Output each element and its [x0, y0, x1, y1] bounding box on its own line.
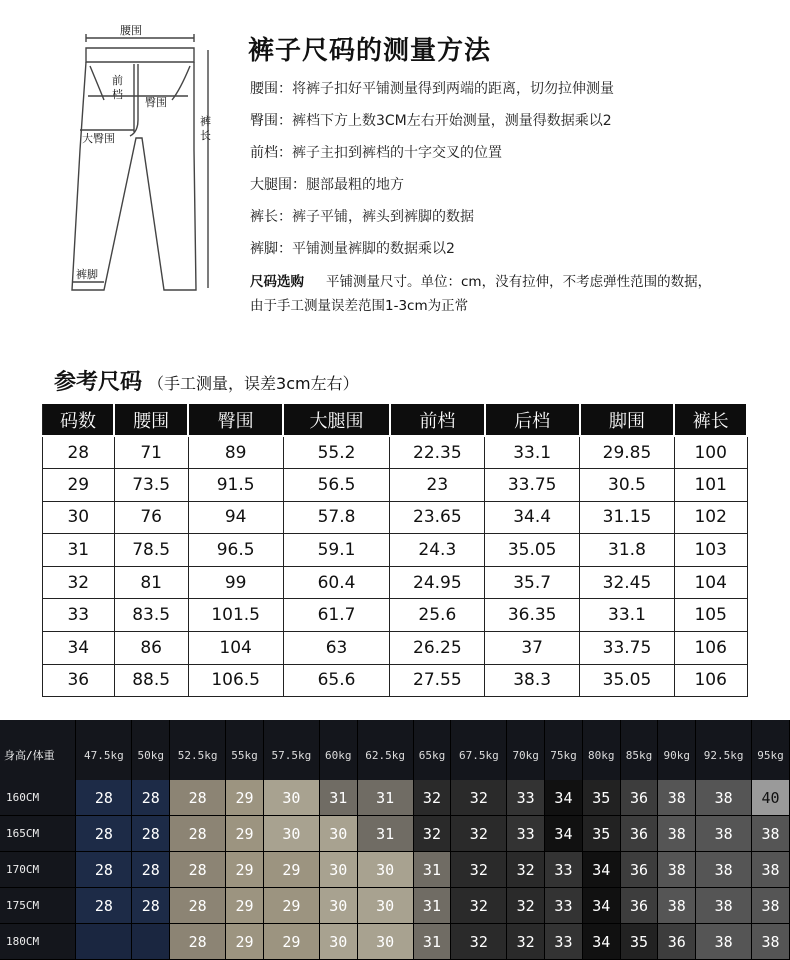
size-recommendation-cell: 29	[264, 852, 320, 888]
chart-corner-label: 身高/体重	[0, 720, 76, 780]
weight-header: 80kg	[583, 720, 621, 780]
size-cell: 23	[390, 469, 485, 502]
size-recommendation-cell: 36	[621, 780, 659, 816]
size-cell: 94	[188, 501, 283, 534]
size-recommendation-cell: 28	[132, 888, 170, 924]
size-cell: 101	[674, 469, 747, 502]
size-recommendation-cell: 32	[507, 924, 545, 960]
size-recommendation-cell: 36	[621, 852, 659, 888]
size-cell: 31.15	[580, 501, 675, 534]
weight-header: 47.5kg	[76, 720, 132, 780]
size-cell: 32	[43, 566, 115, 599]
pants-measurement-illustration	[60, 20, 220, 300]
size-cell: 106	[674, 632, 747, 665]
size-cell: 38.3	[485, 664, 580, 697]
size-recommendation-cell: 33	[545, 852, 583, 888]
height-label: 180CM	[0, 924, 76, 960]
size-cell: 33.1	[580, 599, 675, 632]
size-cell: 24.95	[390, 566, 485, 599]
size-cell: 32.45	[580, 566, 675, 599]
size-recommendation-cell: 34	[583, 852, 621, 888]
chart-row	[0, 816, 790, 852]
weight-header: 52.5kg	[170, 720, 226, 780]
hem-label: 裤脚	[76, 268, 98, 281]
svg-text:长: 长	[200, 129, 211, 142]
size-recommendation-cell: 29	[226, 852, 264, 888]
table-row	[43, 664, 748, 697]
size-cell: 29.85	[580, 436, 675, 469]
weight-header: 67.5kg	[451, 720, 507, 780]
size-recommendation-cell: 40	[752, 780, 790, 816]
size-cell: 103	[674, 534, 747, 567]
size-cell: 60.4	[283, 566, 390, 599]
size-header-cell: 裤长	[674, 403, 747, 436]
size-cell: 27.55	[390, 664, 485, 697]
size-cell: 73.5	[114, 469, 188, 502]
waist-label: 腰围	[120, 24, 142, 37]
size-cell: 33.75	[485, 469, 580, 502]
size-cell: 34	[43, 632, 115, 665]
size-cell: 99	[188, 566, 283, 599]
size-cell: 35.7	[485, 566, 580, 599]
size-cell: 28	[43, 436, 115, 469]
reference-title	[54, 365, 359, 396]
guide-title: 裤子尺码的测量方法	[248, 36, 492, 66]
size-recommendation-cell: 38	[658, 888, 696, 924]
size-table	[42, 402, 748, 697]
size-recommendation-cell: 31	[414, 888, 452, 924]
size-cell: 59.1	[283, 534, 390, 567]
size-recommendation-cell: 30	[320, 816, 358, 852]
weight-header: 75kg	[545, 720, 583, 780]
size-recommendation-cell: 38	[658, 852, 696, 888]
size-recommendation-cell: 30	[264, 816, 320, 852]
size-recommendation-cell: 28	[76, 888, 132, 924]
size-cell: 76	[114, 501, 188, 534]
size-recommendation-cell: 29	[226, 924, 264, 960]
size-cell: 26.25	[390, 632, 485, 665]
guide-item-label: 臀围：	[250, 113, 292, 129]
size-cell: 22.35	[390, 436, 485, 469]
guide-item-text: 将裤子扣好平铺测量得到两端的距离，切勿拉伸测量	[292, 81, 614, 97]
height-label: 170CM	[0, 852, 76, 888]
size-cell: 106	[674, 664, 747, 697]
height-weight-table	[0, 720, 790, 960]
size-cell: 24.3	[390, 534, 485, 567]
size-cell: 31	[43, 534, 115, 567]
size-cell: 105	[674, 599, 747, 632]
chart-header-row	[0, 720, 790, 780]
size-cell: 106.5	[188, 664, 283, 697]
weight-header: 60kg	[320, 720, 358, 780]
size-recommendation-cell: 35	[583, 780, 621, 816]
guide-item	[250, 206, 770, 238]
size-recommendation-cell: 30	[264, 780, 320, 816]
guide-item	[250, 142, 770, 174]
size-cell: 63	[283, 632, 390, 665]
size-cell: 34.4	[485, 501, 580, 534]
height-label: 165CM	[0, 816, 76, 852]
height-weight-chart	[0, 720, 790, 960]
height-label: 175CM	[0, 888, 76, 924]
size-recommendation-cell: 34	[583, 888, 621, 924]
weight-header: 92.5kg	[696, 720, 752, 780]
size-cell: 35.05	[485, 534, 580, 567]
size-cell: 83.5	[114, 599, 188, 632]
guide-item	[250, 238, 770, 270]
size-recommendation-cell: 31	[358, 816, 414, 852]
size-recommendation-cell: 28	[170, 852, 226, 888]
table-row	[43, 632, 748, 665]
note-label: 尺码选购	[250, 274, 304, 290]
size-recommendation-cell: 34	[545, 780, 583, 816]
weight-header: 57.5kg	[264, 720, 320, 780]
weight-header: 50kg	[132, 720, 170, 780]
table-row	[43, 436, 748, 469]
size-recommendation-cell: 38	[696, 924, 752, 960]
size-recommendation-cell: 28	[132, 780, 170, 816]
size-recommendation-cell: 32	[507, 852, 545, 888]
size-recommendation-cell: 28	[170, 816, 226, 852]
size-cell: 86	[114, 632, 188, 665]
chart-row	[0, 924, 790, 960]
guide-item-text: 裤档下方上数3CM左右开始测量，测量得数据乘以2	[292, 113, 612, 129]
size-cell: 88.5	[114, 664, 188, 697]
size-cell: 30	[43, 501, 115, 534]
size-cell: 23.65	[390, 501, 485, 534]
size-cell: 57.8	[283, 501, 390, 534]
size-recommendation-cell: 38	[752, 816, 790, 852]
size-recommendation-cell: 28	[132, 816, 170, 852]
size-cell: 96.5	[188, 534, 283, 567]
size-recommendation-cell: 32	[451, 780, 507, 816]
size-recommendation-cell: 29	[264, 924, 320, 960]
size-cell: 36.35	[485, 599, 580, 632]
size-recommendation-cell: 36	[658, 924, 696, 960]
size-header-cell: 码数	[43, 403, 115, 436]
size-recommendation-cell: 32	[414, 780, 452, 816]
size-cell: 55.2	[283, 436, 390, 469]
size-recommendation-cell: 34	[583, 924, 621, 960]
size-cell: 89	[188, 436, 283, 469]
reference-subtitle: （手工测量，误差3cm左右）	[148, 374, 359, 393]
guide-list	[250, 78, 770, 270]
table-row	[43, 534, 748, 567]
table-row	[43, 469, 748, 502]
size-recommendation-cell: 30	[320, 888, 358, 924]
size-cell: 101.5	[188, 599, 283, 632]
size-recommendation-cell: 29	[226, 816, 264, 852]
note-line2: 由于手工测量误差范围1-3cm为正常	[250, 298, 469, 314]
size-cell: 56.5	[283, 469, 390, 502]
size-cell: 35.05	[580, 664, 675, 697]
size-recommendation-cell: 38	[752, 924, 790, 960]
front-rise-label: 前	[112, 74, 123, 87]
weight-header: 65kg	[414, 720, 452, 780]
size-recommendation-cell: 38	[752, 852, 790, 888]
size-recommendation-cell: 34	[545, 816, 583, 852]
size-recommendation-cell: 33	[545, 924, 583, 960]
weight-header: 70kg	[507, 720, 545, 780]
size-recommendation-cell: 38	[696, 852, 752, 888]
size-cell: 81	[114, 566, 188, 599]
hip-label: 臀围	[145, 96, 167, 109]
size-cell: 33.1	[485, 436, 580, 469]
thigh-label: 大臀围	[82, 132, 115, 145]
size-cell: 61.7	[283, 599, 390, 632]
guide-item-text: 裤子主扣到裤档的十字交叉的位置	[292, 145, 502, 161]
size-recommendation-cell: 28	[76, 816, 132, 852]
size-recommendation-cell: 29	[226, 888, 264, 924]
size-cell: 31.8	[580, 534, 675, 567]
table-row	[43, 599, 748, 632]
size-header-cell: 前档	[390, 403, 485, 436]
size-recommendation-cell: 32	[451, 924, 507, 960]
size-cell: 78.5	[114, 534, 188, 567]
size-recommendation-cell: 30	[358, 888, 414, 924]
size-cell: 71	[114, 436, 188, 469]
size-recommendation-cell: 28	[170, 924, 226, 960]
size-recommendation-cell	[76, 924, 132, 960]
size-header-cell: 臀围	[188, 403, 283, 436]
size-recommendation-cell: 33	[507, 816, 545, 852]
size-recommendation-cell: 30	[358, 924, 414, 960]
chart-row	[0, 888, 790, 924]
purchase-note	[250, 270, 775, 318]
size-table-header	[43, 403, 748, 436]
chart-row	[0, 780, 790, 816]
guide-item	[250, 78, 770, 110]
size-cell: 33	[43, 599, 115, 632]
size-recommendation-cell: 31	[414, 852, 452, 888]
size-cell: 102	[674, 501, 747, 534]
size-cell: 37	[485, 632, 580, 665]
size-recommendation-cell: 36	[621, 888, 659, 924]
weight-header: 62.5kg	[358, 720, 414, 780]
size-recommendation-cell: 32	[507, 888, 545, 924]
size-recommendation-cell: 35	[583, 816, 621, 852]
svg-text:档: 档	[112, 88, 123, 101]
size-header-cell: 后档	[485, 403, 580, 436]
size-recommendation-cell: 30	[358, 852, 414, 888]
size-cell: 30.5	[580, 469, 675, 502]
guide-item-label: 裤脚：	[250, 241, 292, 257]
size-cell: 104	[674, 566, 747, 599]
size-recommendation-cell: 35	[621, 924, 659, 960]
size-recommendation-cell: 32	[414, 816, 452, 852]
size-recommendation-cell: 33	[545, 888, 583, 924]
size-recommendation-cell: 38	[696, 816, 752, 852]
table-row	[43, 501, 748, 534]
size-recommendation-cell: 29	[226, 780, 264, 816]
size-recommendation-cell: 28	[170, 888, 226, 924]
note-line1: 平铺测量尺寸。单位：cm，没有拉伸，不考虑弹性范围的数据，	[326, 274, 712, 290]
size-recommendation-cell: 36	[621, 816, 659, 852]
size-recommendation-cell	[132, 924, 170, 960]
size-cell: 36	[43, 664, 115, 697]
size-recommendation-cell: 38	[752, 888, 790, 924]
size-header-cell: 大腿围	[283, 403, 390, 436]
weight-header: 55kg	[226, 720, 264, 780]
size-recommendation-cell: 38	[696, 888, 752, 924]
size-recommendation-cell: 38	[658, 780, 696, 816]
size-recommendation-cell: 30	[320, 852, 358, 888]
size-header-cell: 脚围	[580, 403, 675, 436]
size-cell: 29	[43, 469, 115, 502]
guide-item-label: 腰围：	[250, 81, 292, 97]
size-cell: 104	[188, 632, 283, 665]
guide-item-text: 腿部最粗的地方	[306, 177, 404, 193]
size-cell: 33.75	[580, 632, 675, 665]
guide-item-text: 平铺测量裤脚的数据乘以2	[292, 241, 455, 257]
size-recommendation-cell: 28	[76, 780, 132, 816]
size-recommendation-cell: 29	[264, 888, 320, 924]
size-cell: 65.6	[283, 664, 390, 697]
size-recommendation-cell: 38	[696, 780, 752, 816]
size-recommendation-cell: 30	[320, 924, 358, 960]
size-header-cell: 腰围	[114, 403, 188, 436]
size-recommendation-cell: 28	[76, 852, 132, 888]
guide-item	[250, 174, 770, 206]
guide-item-label: 大腿围：	[250, 177, 306, 193]
weight-header: 90kg	[658, 720, 696, 780]
weight-header: 85kg	[621, 720, 659, 780]
size-cell: 100	[674, 436, 747, 469]
chart-row	[0, 852, 790, 888]
guide-item-label: 前档：	[250, 145, 292, 161]
length-label: 裤	[200, 115, 211, 128]
weight-header: 95kg	[752, 720, 790, 780]
guide-item	[250, 110, 770, 142]
size-recommendation-cell: 32	[451, 888, 507, 924]
size-recommendation-cell: 28	[170, 780, 226, 816]
reference-title-text: 参考尺码	[54, 370, 143, 395]
table-row	[43, 566, 748, 599]
size-recommendation-cell: 38	[658, 816, 696, 852]
size-recommendation-cell: 32	[451, 852, 507, 888]
size-recommendation-cell: 28	[132, 852, 170, 888]
size-recommendation-cell: 33	[507, 780, 545, 816]
size-cell: 91.5	[188, 469, 283, 502]
size-recommendation-cell: 31	[358, 780, 414, 816]
size-cell: 25.6	[390, 599, 485, 632]
size-recommendation-cell: 31	[414, 924, 452, 960]
guide-item-text: 裤子平铺，裤头到裤脚的数据	[292, 209, 474, 225]
size-recommendation-cell: 31	[320, 780, 358, 816]
height-label: 160CM	[0, 780, 76, 816]
size-recommendation-cell: 32	[451, 816, 507, 852]
guide-item-label: 裤长：	[250, 209, 292, 225]
